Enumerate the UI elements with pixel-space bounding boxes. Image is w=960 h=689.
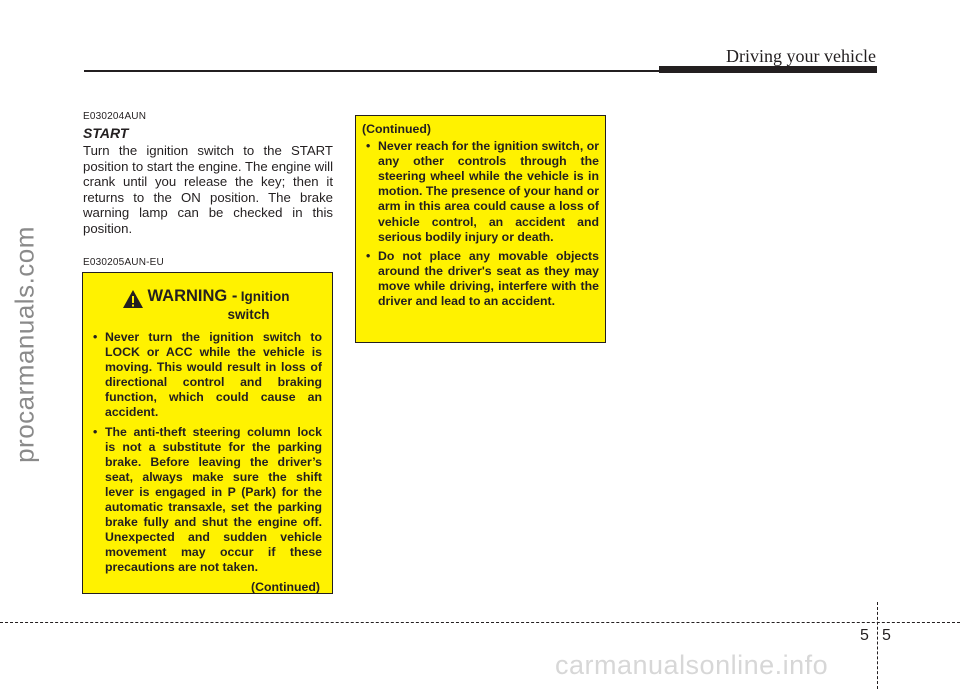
- section-code: E030204AUN: [83, 111, 147, 122]
- body-paragraph: Turn the ignition switch to the START position to start the engine. The engine will crank until you release the key; then it returns to the ON position. The brake warning lamp can be checked in this position.: [83, 143, 333, 236]
- warning-label: WARNING -: [147, 287, 238, 305]
- continued-label: (Continued): [251, 579, 320, 594]
- page-number: 5: [882, 627, 891, 644]
- warning-list: [89, 330, 322, 576]
- bottom-watermark: carmanualsonline.info: [555, 650, 829, 680]
- footer-divider: [877, 602, 878, 689]
- list-item: • Never turn the ignition switch to LOCK or ACC while the vehicle is moving. This would result in loss of directional control and braking function, which could cause an accident.: [89, 330, 322, 421]
- page-header-title: Driving your vehicle: [726, 46, 876, 66]
- continued-label: (Continued): [362, 122, 431, 136]
- list-item: • The anti-theft steering column lock is not a substitute for the parking brake. Before leaving the driver’s seat, always make sure the shift lever is engaged in P (Park) for the automatic transaxle, set the parking brake fully and shut the engine off. Unexpected and sudden vehicle movement may occur if these precautions are not taken.: [89, 425, 322, 576]
- warning-subject-2: switch: [227, 307, 270, 322]
- warning-box-continued: [355, 115, 606, 343]
- list-item: • Do not place any movable objects around the driver's seat as they may move while driving, interfere with the driver and lead to an accident.: [362, 249, 599, 309]
- warning-subject-1: Ignition: [240, 289, 290, 304]
- header-rule-thick: [659, 66, 877, 73]
- warning-box: [82, 272, 333, 594]
- header-rule: [84, 70, 660, 72]
- warning-title: [89, 287, 322, 324]
- section-code-2: E030205AUN-EU: [83, 257, 164, 268]
- warning-list: [362, 139, 599, 309]
- section-heading: START: [83, 125, 129, 141]
- footer-rule: [0, 622, 960, 623]
- chapter-number: 5: [860, 627, 869, 644]
- warning-triangle-icon: [122, 289, 144, 309]
- side-watermark: procarmanuals.com: [9, 226, 40, 463]
- list-item: • Never reach for the ignition switch, or any other controls through the steering wheel while the vehicle is in motion. The presence of your hand or arm in this area could cause a loss of vehicle control, an accident and serious bodily injury or death.: [362, 139, 599, 245]
